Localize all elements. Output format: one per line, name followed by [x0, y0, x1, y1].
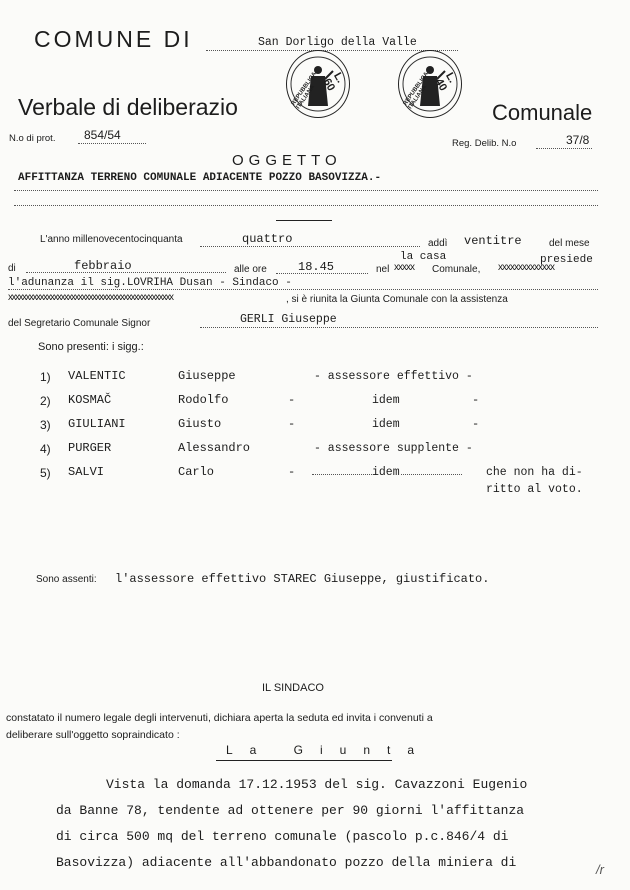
giunta-underline: [216, 760, 392, 761]
sindaco-line-2: deliberare sull'oggetto sopraindicato :: [6, 729, 180, 741]
struck-text: xxxxxxxxxxxxxx: [498, 262, 554, 273]
absent-label: Sono assenti:: [36, 574, 97, 585]
deliberation-label: Reg. Delib. N.o: [452, 138, 517, 149]
member-name: Giuseppe: [178, 369, 236, 383]
deliberation-number: 37/8: [566, 133, 590, 147]
revenue-stamp-2: [398, 50, 462, 118]
intro-month: febbraio: [74, 259, 132, 273]
intro-month-label: del mese: [549, 238, 590, 249]
intro-time: 18.45: [298, 260, 335, 274]
absent-text: l'assessore effettivo STAREC Giuseppe, giustificato.: [115, 572, 490, 586]
intro-day-label: addì: [428, 238, 448, 249]
body-line-3: di circa 500 mq del terreno comunale (pascolo p.c.846/4 di: [56, 829, 509, 844]
member-role: - assessore effettivo -: [314, 370, 473, 383]
oggetto-text: AFFITTANZA TERRENO COMUNALE ADIACENTE POZZO BASOVIZZA.-: [18, 172, 382, 184]
member-surname: KOSMAČ: [68, 393, 112, 407]
intro-year: quattro: [242, 232, 293, 246]
stamp-2-value: L. 40: [432, 70, 459, 94]
member-number: 1): [40, 370, 51, 384]
member-number: 2): [40, 394, 51, 408]
member-name: Carlo: [178, 465, 215, 479]
stamp-2-country: REPUBBLICA ITALIANA: [402, 71, 430, 111]
body-line-4: Basovizza) adiacente all'abbandonato pozzo della miniera di: [56, 855, 517, 870]
intro-casa: la casa: [400, 251, 447, 263]
member-number: 5): [40, 466, 51, 480]
oggetto-heading: OGGETTO: [232, 152, 342, 169]
dash: -: [288, 393, 296, 407]
protocol-label: N.o di prot.: [9, 133, 56, 144]
revenue-stamp-1: [286, 50, 350, 118]
intro-comunale: Comunale,: [432, 264, 481, 275]
member-role: idem: [372, 418, 400, 431]
member-note: che non ha di-: [486, 466, 583, 479]
present-label: Sono presenti: i sigg.:: [38, 341, 144, 353]
member-surname: PURGER: [68, 441, 112, 455]
body-line-1: Vista la domanda 17.12.1953 del sig. Cavazzoni Eugenio: [106, 777, 528, 792]
member-name: Giusto: [178, 417, 222, 431]
dash: -: [472, 417, 480, 431]
giunta-heading: La Giunta: [226, 743, 432, 757]
member-name: Alessandro: [178, 441, 251, 455]
comune-name: San Dorligo della Valle: [258, 36, 417, 49]
intro-month-prefix: di: [8, 263, 16, 274]
dash: -: [288, 465, 296, 479]
intro-presiede: presiede: [540, 254, 593, 266]
intro-assembly: , si è riunita la Giunta Comunale con la assistenza: [286, 294, 508, 305]
document-title-right: Comunale: [492, 100, 593, 125]
member-role: idem: [372, 466, 400, 479]
dash: -: [288, 417, 296, 431]
member-surname: SALVI: [68, 465, 105, 479]
comune-label: COMUNE DI: [34, 26, 193, 52]
sindaco-heading: IL SINDACO: [262, 682, 324, 694]
intro-place-label: nel: [376, 264, 390, 275]
struck-text: xxxxxxxxxxxxxxxxxxxxxxxxxxxxxxxxxxxxxxxxxxxxxxx: [8, 292, 173, 303]
intro-secretary-label: del Segretario Comunale Signor: [8, 318, 151, 329]
intro-year-label: L'anno millenovecentocinquanta: [40, 234, 183, 245]
document-title-left: Verbale di deliberazio: [18, 94, 238, 120]
struck-text: xxxxx: [394, 262, 414, 273]
member-number: 3): [40, 418, 51, 432]
member-role: - assessore supplente -: [314, 442, 473, 455]
member-number: 4): [40, 442, 51, 456]
sindaco-line-1: constatato il numero legale degli intervenuti, dichiara aperta la seduta ed invita i convenuti a: [6, 712, 433, 724]
protocol-number: 854/54: [84, 128, 121, 142]
intro-day: ventitre: [464, 234, 522, 248]
intro-secretary: GERLI Giuseppe: [240, 313, 337, 326]
stamp-1-country: REPUBBLICA ITALIANA: [290, 71, 318, 111]
stamp-1-value: L. 60: [320, 70, 347, 94]
intro-president: l'adunanza il sig.LOVRIHA Dusan - Sindaco -: [8, 277, 292, 289]
body-line-2: da Banne 78, tendente ad ottenere per 90 giorni l'affittanza: [56, 803, 525, 818]
dash: -: [472, 393, 480, 407]
member-surname: VALENTIC: [68, 369, 126, 383]
margin-mark: /r: [596, 862, 604, 877]
member-note: ritto al voto.: [486, 483, 583, 496]
member-name: Rodolfo: [178, 393, 229, 407]
member-role: idem: [372, 394, 400, 407]
separator-rule: [276, 220, 332, 221]
intro-time-label: alle ore: [234, 264, 267, 275]
member-surname: GIULIANI: [68, 417, 126, 431]
